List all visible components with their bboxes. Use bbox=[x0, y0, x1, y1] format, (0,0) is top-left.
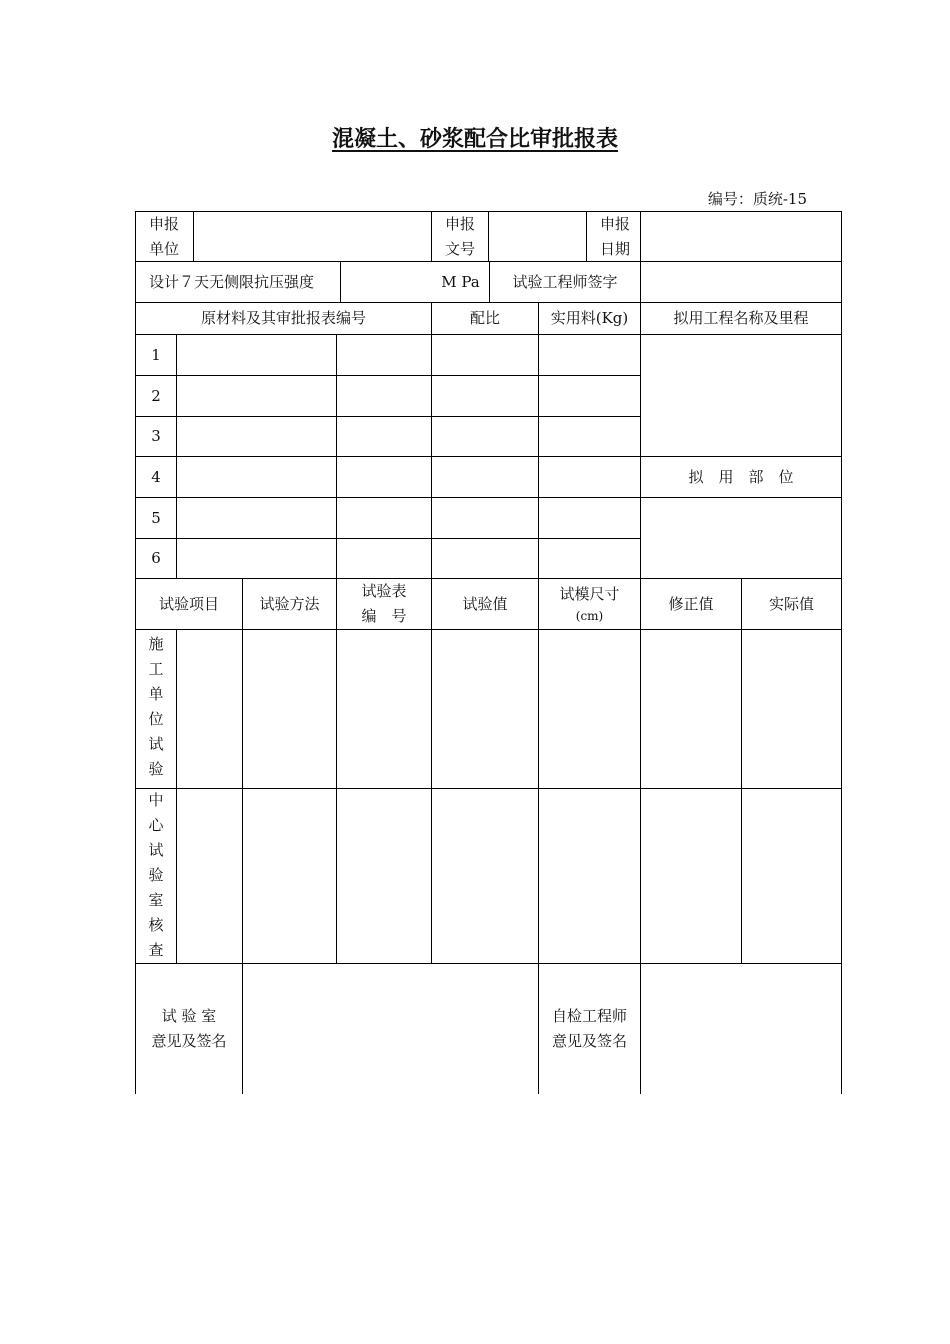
mold-size-column-header bbox=[539, 579, 640, 629]
mpa-unit-label: M Pa bbox=[441, 272, 480, 291]
table-line bbox=[336, 578, 337, 963]
contractor-test-group-label: 施工单位试验 bbox=[148, 635, 164, 778]
apply-date-label: 申报 日期 bbox=[600, 214, 631, 258]
mold-size-unit: (cm) bbox=[575, 609, 604, 623]
lab-opinion-label: 试 验 室 意见及签名 bbox=[151, 1007, 227, 1050]
table-line bbox=[340, 261, 341, 302]
test-method-column-header: 试验方法 bbox=[259, 594, 320, 613]
project-name-column-header: 拟用工程名称及里程 bbox=[673, 309, 809, 327]
table-line bbox=[640, 629, 641, 963]
row-number: 3 bbox=[151, 427, 161, 445]
document-code: 编号：质统-15 bbox=[707, 190, 807, 208]
mold-size-label: 试模尺寸 bbox=[559, 585, 620, 603]
row-number: 1 bbox=[151, 345, 161, 364]
table-line bbox=[135, 375, 640, 376]
table-line bbox=[640, 963, 641, 1094]
table-line bbox=[538, 578, 539, 963]
table-line bbox=[135, 497, 842, 498]
table-line bbox=[135, 538, 640, 539]
test-form-number-column-header: 试验表 编 号 bbox=[361, 582, 407, 625]
test-engineer-sign-label: 试验工程师签字 bbox=[512, 272, 618, 291]
design-strength-label: 设计７天无侧限抗压强度 bbox=[149, 272, 315, 291]
corrected-value-column-header: 修正值 bbox=[668, 594, 714, 613]
table-line bbox=[741, 578, 742, 963]
table-line bbox=[176, 334, 177, 578]
table-line bbox=[431, 302, 432, 578]
table-line bbox=[242, 963, 243, 1094]
actual-material-column-header: 实用料(Kg) bbox=[550, 309, 629, 327]
applicant-unit-label: 申报 单位 bbox=[149, 214, 180, 258]
test-item-column-header: 试验项目 bbox=[158, 594, 219, 613]
row-number: 2 bbox=[151, 386, 161, 405]
test-value-column-header: 试验值 bbox=[462, 594, 508, 613]
table-line bbox=[841, 211, 842, 1094]
center-lab-check-group-label: 中心试验室核查 bbox=[148, 791, 164, 959]
table-line bbox=[135, 334, 842, 335]
table-line bbox=[336, 334, 337, 578]
material-column-header: 原材料及其审批报表编号 bbox=[200, 309, 366, 327]
form-title: 混凝土、砂浆配合比审批报表 bbox=[331, 126, 618, 152]
row-number: 5 bbox=[151, 508, 161, 527]
actual-value-column-header: 实际值 bbox=[768, 594, 814, 613]
planned-position-label: 拟 用 部 位 bbox=[688, 467, 794, 486]
table-line bbox=[538, 302, 539, 578]
table-line bbox=[640, 261, 641, 302]
table-line bbox=[176, 629, 177, 963]
table-line bbox=[242, 578, 243, 963]
self-check-opinion-label: 自检工程师 意见及签名 bbox=[551, 1007, 627, 1050]
table-line bbox=[135, 416, 640, 417]
ratio-column-header: 配比 bbox=[469, 309, 500, 327]
table-line bbox=[431, 578, 432, 963]
row-number: 4 bbox=[151, 467, 161, 486]
document-number-label: 申报 文号 bbox=[445, 214, 476, 258]
table-line bbox=[193, 211, 194, 261]
row-number: 6 bbox=[151, 549, 161, 567]
